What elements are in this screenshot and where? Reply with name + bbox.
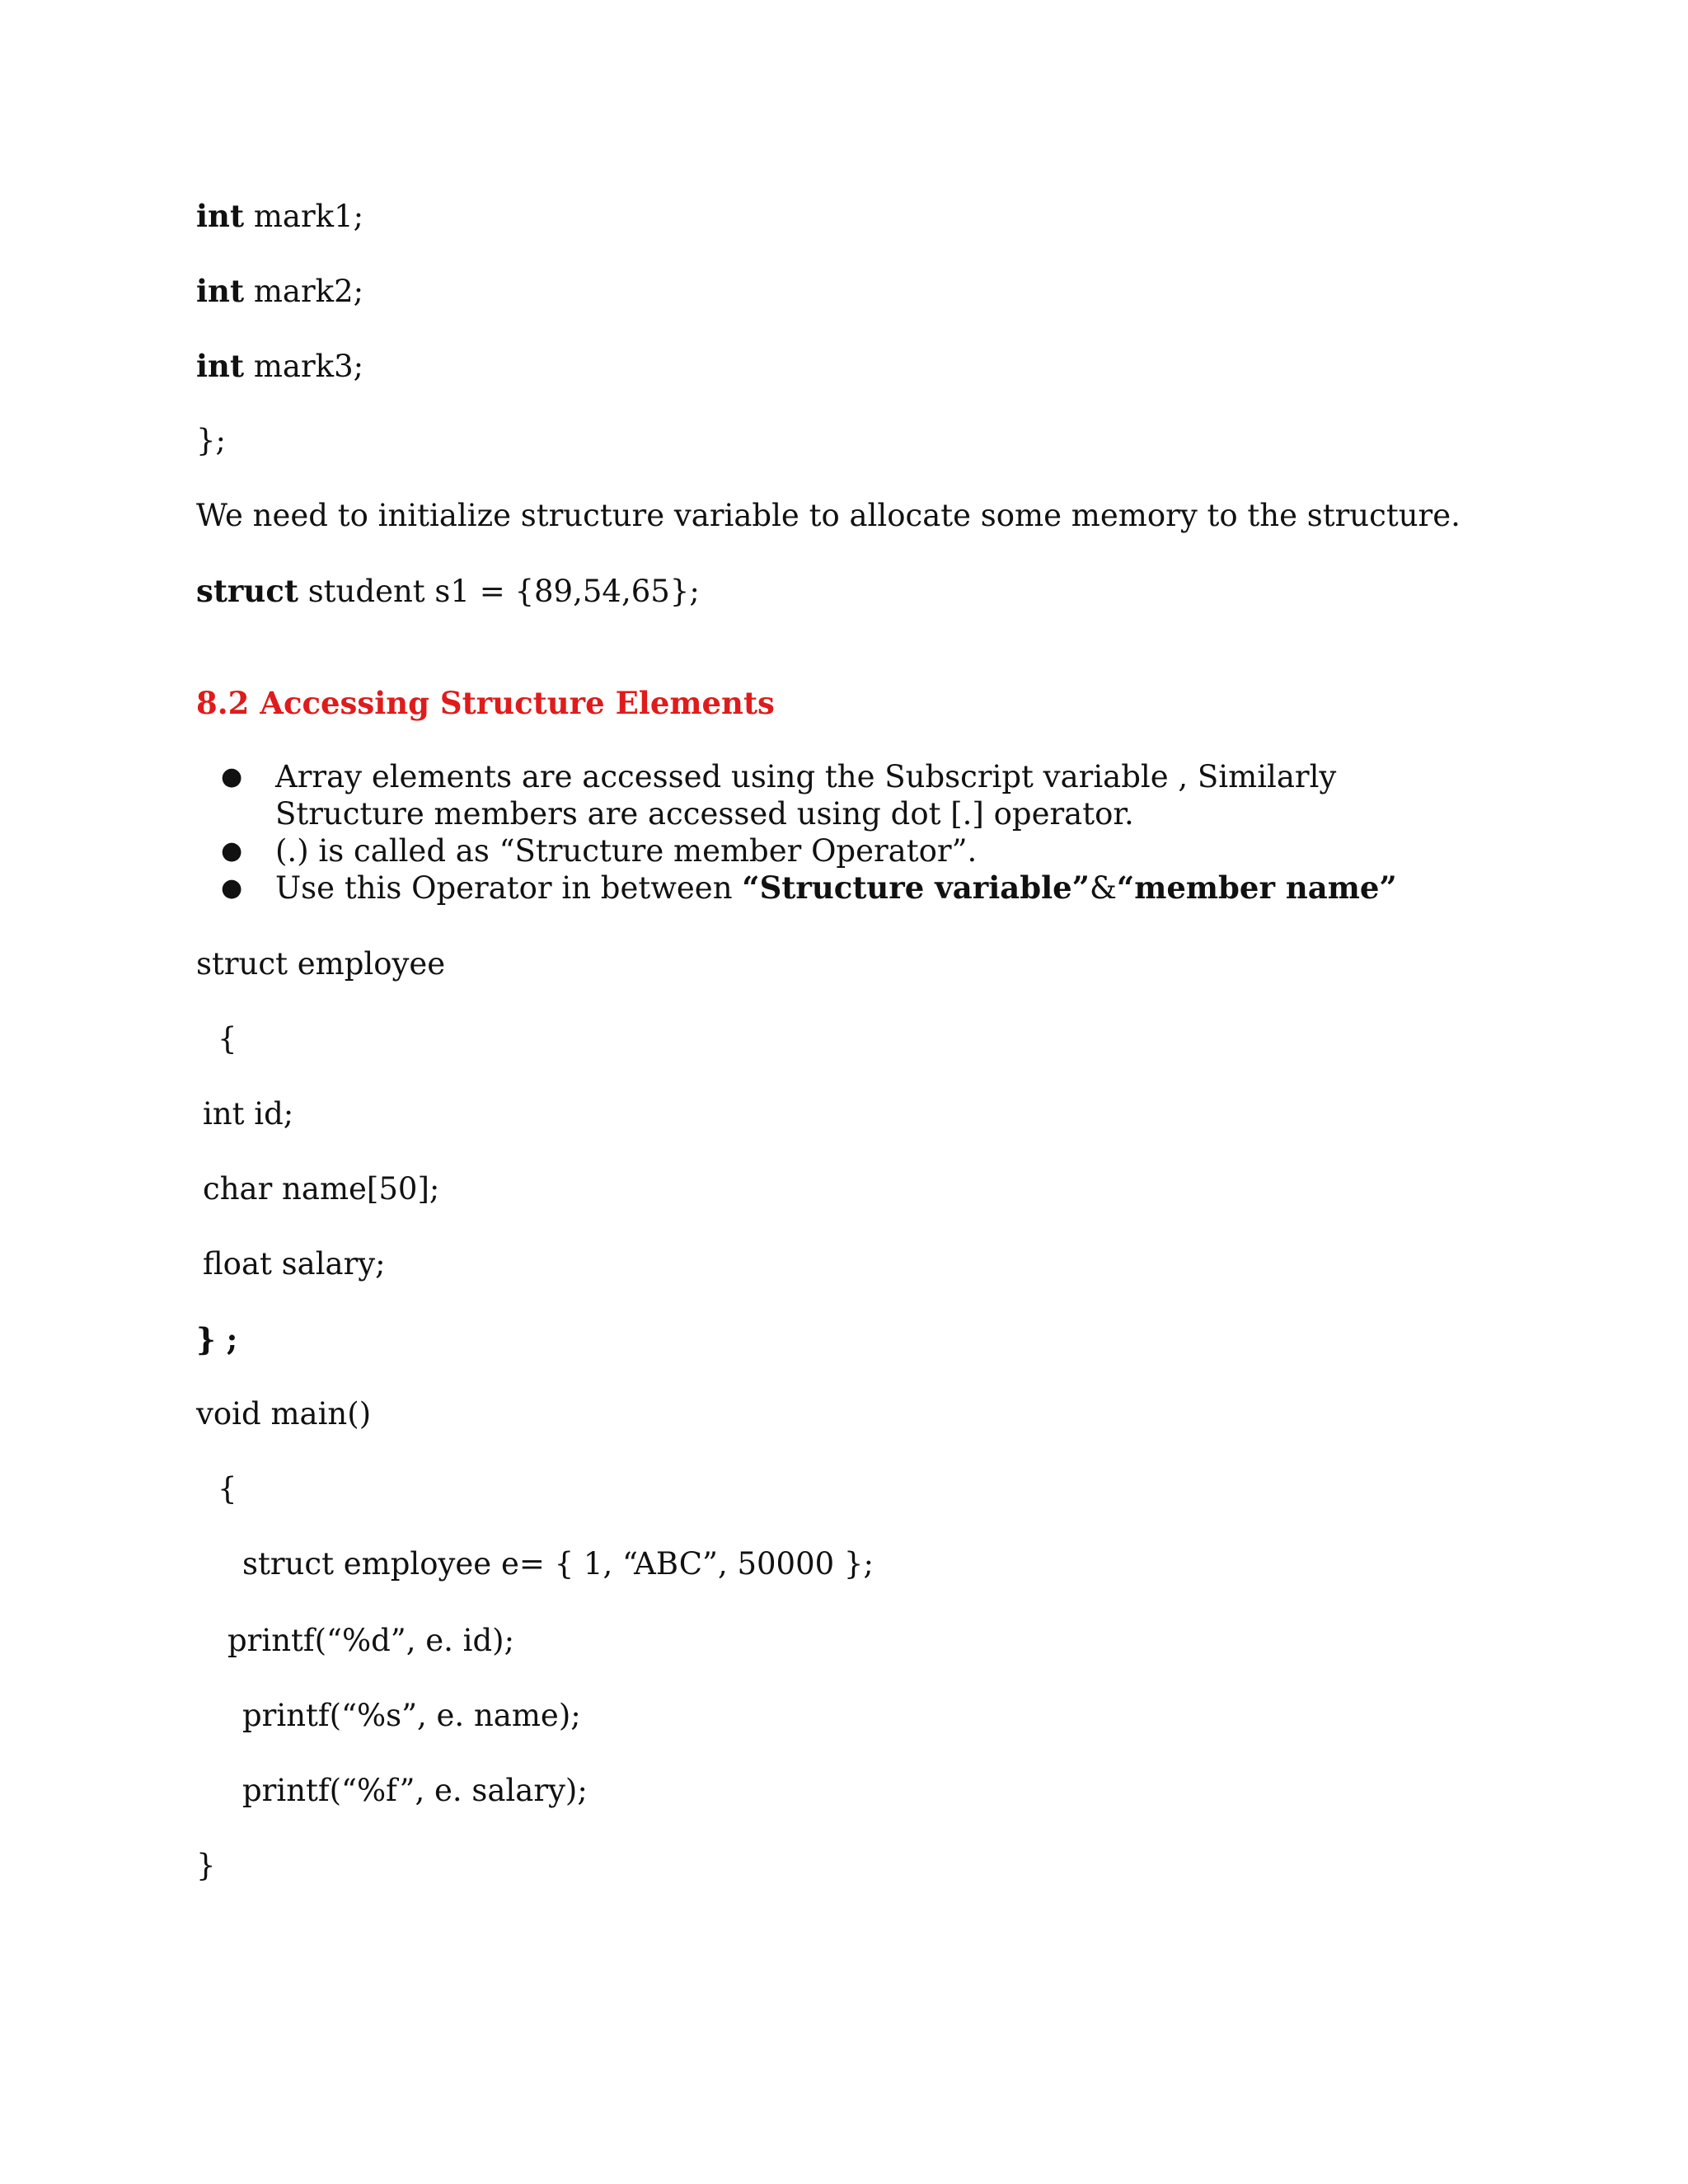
bullet-item: [221, 869, 1474, 907]
code-text: mark1;: [244, 199, 364, 234]
code-member-name: char name[50];: [203, 1171, 440, 1207]
keyword-int: int: [196, 198, 245, 234]
bullet-item: [221, 758, 1474, 832]
code-line-mark3: [196, 346, 363, 387]
bullet-dot-icon: ●: [221, 837, 243, 865]
bullet-bold-text: “Structure variable”: [742, 869, 1090, 906]
code-init-employee: struct employee e= { 1, “ABC”, 50000 };: [242, 1546, 874, 1582]
bullet-text: Use this Operator in between: [275, 870, 743, 906]
bullet-dot-icon: ●: [221, 762, 243, 791]
section-heading: 8.2 Accessing Structure Elements: [196, 685, 775, 721]
code-member-salary: float salary;: [203, 1246, 386, 1282]
code-struct-decl: struct employee: [196, 946, 446, 982]
bullet-text: &: [1089, 870, 1117, 906]
code-struct-close: };: [196, 423, 227, 458]
code-text: mark3;: [244, 349, 364, 384]
code-printf-name: printf(“%s”, e. name);: [242, 1698, 581, 1733]
bullet-bold-text: “member name”: [1116, 869, 1397, 906]
intro-paragraph: We need to initialize structure variable to allocate some memory to the structure.: [196, 498, 1461, 533]
keyword-int: int: [196, 348, 245, 384]
code-line-mark1: [196, 196, 363, 237]
bullet-text: (.) is called as “Structure member Operator”.: [275, 833, 978, 869]
code-printf-salary: printf(“%f”, e. salary);: [242, 1773, 588, 1808]
bullet-item: [221, 832, 1474, 869]
code-main-decl: void main(): [196, 1396, 372, 1432]
code-open-brace: {: [218, 1471, 237, 1507]
code-close-brace: }: [196, 1848, 216, 1883]
code-open-brace: {: [218, 1021, 237, 1057]
code-line-init: [196, 571, 700, 612]
code-line-mark2: [196, 271, 363, 312]
code-text: student s1 = {89,54,65};: [298, 574, 700, 609]
code-member-id: int id;: [203, 1096, 294, 1132]
bullet-text: Array elements are accessed using the Subscript variable , Similarly Structure members are accessed using dot [.] operator.: [275, 759, 1337, 832]
bullet-dot-icon: ●: [221, 874, 243, 902]
keyword-int: int: [196, 273, 245, 309]
code-printf-id: printf(“%d”, e. id);: [227, 1623, 515, 1658]
bullet-list: [221, 758, 1474, 907]
keyword-struct: struct: [196, 573, 298, 609]
code-close-brace: } ;: [196, 1321, 238, 1357]
code-text: mark2;: [244, 274, 364, 309]
